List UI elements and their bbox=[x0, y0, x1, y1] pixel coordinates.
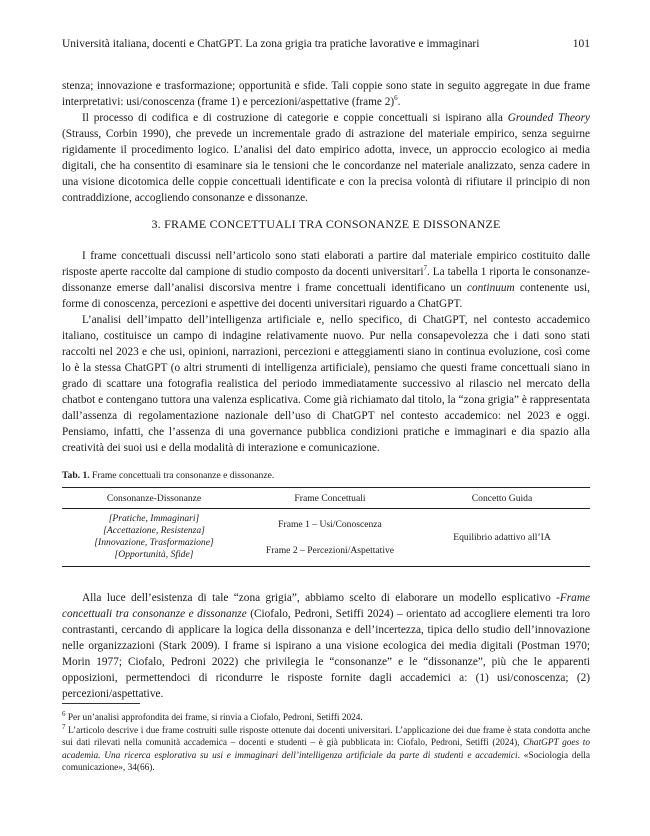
frames-cell: Frame 1 – Usi/Conoscenza Frame 2 – Percezioni/Aspettative bbox=[246, 509, 414, 567]
footnote-6: $^6$ Per un’analisi approfondita dei frame, si rinvia a Ciofalo, Pedroni, Setiffi 2024. bbox=[62, 709, 363, 723]
paragraph: stenza; innovazione e trasformazione; opportunità e sfide. Tali coppie sono state in seguito aggregate in due frame interpretativi: usi/conoscenza (frame 1) e percezioni/aspettative (frame 2)$^6$. bbox=[62, 80, 590, 108]
paragraph: I frame concettuali discussi nell’articolo sono stati elaborati a partire dal materiale empirico costituito dalle risposte aperte raccolte dal campione di studio composto da docenti universitari$^7$. La tabella 1 riporta le consonanze-dissonanze emerse dall’analisi discorsiva mentre i frame concettuali identificano un continuum contenente usi, forme di conoscenza, percezioni e aspettive dei docenti universitari riguardo a ChatGPT. bbox=[62, 250, 590, 310]
section-text bbox=[62, 248, 590, 456]
paragraph: Il processo di codifica e di costruzione di categorie e coppie concettuali si ispirano alla Grounded Theory (Strauss, Corbin 1990), che prevede un incrementale grado di astrazione del materiale empirico, senza seguirne rigidamente il procedimento logico. L’analisi del dato empirico adotta, invece, un approccio ecologico ai media digitali, che ha consentito di esaminare sia le tensioni che le concordanze nel materiale analizzato, senza cadere in una visione dicotomica delle coppie concettuali identificate e con la precisa volontà di rifiutare il principio di non contraddizione, accogliendo consonanze e dissonanze. bbox=[62, 112, 590, 204]
table-header: Frame Concettuali bbox=[246, 488, 414, 509]
footnote-ref[interactable]: 6 bbox=[394, 94, 398, 103]
post-table-text bbox=[62, 590, 590, 702]
concetto-cell: Equilibrio adattivo all’IA bbox=[414, 509, 590, 567]
table-header: Consonanze-Dissonanze bbox=[62, 488, 246, 509]
table-header: Concetto Guida bbox=[414, 488, 590, 509]
paragraph: L’analisi dell’impatto dell’intelligenza artificiale e, nello specifico, di ChatGPT, nel contesto accademico italiano, costituisce un campo di indagine relativamente nuovo. Pur nella consapevolezza che i dati sono stati raccolti nel 2023 e che usi, opinioni, narrazioni, percezioni e atteggiamenti siano in continua evoluzione, così come lo è la stessa ChatGPT (o altri strumenti di intelligenza artificiale), pensiamo che questi frame concettuali siano in grado di scattare una fotografia realistica del periodo immediatamente successivo al rilascio nel mercato della chatbot e contengano tuttora una valenza esplicativa. Come già richiamato dal titolo, la “zona grigia” è rappresentata dall’assenza di regolamentazione nazionale dell’uso di ChatGPT nel contesto accademico: nel 2023 e oggi. Pensiamo, infatti, che l’assenza di una governance pubblica condizioni pratiche e immaginari e dia spazio alla creatività dei suoi usi e della modalità di interazione e comunicazione. bbox=[62, 314, 590, 454]
table-caption: Tab. 1. Frame concettuali tra consonanze e dissonanze. bbox=[62, 470, 275, 481]
footnote-7: $^7$ L’articolo descrive i due frame costruiti sulle risposte ottenute dai docenti universitari. L’applicazione dei due frame è stata condotta anche sui dati rilevati nella comunità accademica – docenti e studenti – è già pubblicata in: Ciofalo, Pedroni, Setiffi (2024), ChatGPT goes to academia. Una ricerca esplorativa su usi e immaginari dell’intelligenza artificiale da parte di studenti e accademici. «Sociologia della comunicazione», 34(66). bbox=[62, 722, 590, 773]
section-heading: 3. FRAME CONCETTUALI TRA CONSONANZE E DISSONANZE bbox=[151, 217, 501, 231]
footnote-ref[interactable]: 7 bbox=[423, 264, 427, 273]
table-header-row bbox=[62, 488, 590, 509]
consonanze-cell: [Pratiche, Immaginari] [Accettazione, Resistenza] [Innovazione, Trasformazione] [Opportunità, Sfide] bbox=[62, 509, 246, 567]
frames-table bbox=[62, 487, 590, 567]
intro-text bbox=[62, 78, 590, 206]
footnote-separator bbox=[62, 703, 140, 704]
footnotes bbox=[62, 709, 590, 775]
table-row bbox=[62, 509, 590, 567]
page-number: 101 bbox=[572, 38, 590, 50]
running-title: Università italiana, docenti e ChatGPT. La zona grigia tra pratiche lavorative e immaginari bbox=[62, 38, 480, 50]
running-header bbox=[62, 38, 590, 54]
paragraph: Alla luce dell’esistenza di tale “zona grigia”, abbiamo scelto di elaborare un modello esplicativo -Frame concettuali tra consonanze e dissonanze (Ciofalo, Pedroni, Setiffi 2024) – orientato ad accogliere elementi tra loro contrastanti, cercando di applicare la logica della dissonanza e dell’incertezza, tipica dello studio dell’innovazione nelle organizzazioni (Stark 2009). I frame si ispirano a una visione ecologica dei media digitali (Postman 1970; Morin 1977; Ciofalo, Pedroni 2022) che privilegia le “consonanze” e le “dissonanze”, più che le apparenti opposizioni, permettendoci di ricondurre le risposte fornite dagli accademici a: (1) usi/conoscenza; (2) percezioni/aspettative. bbox=[62, 592, 590, 700]
